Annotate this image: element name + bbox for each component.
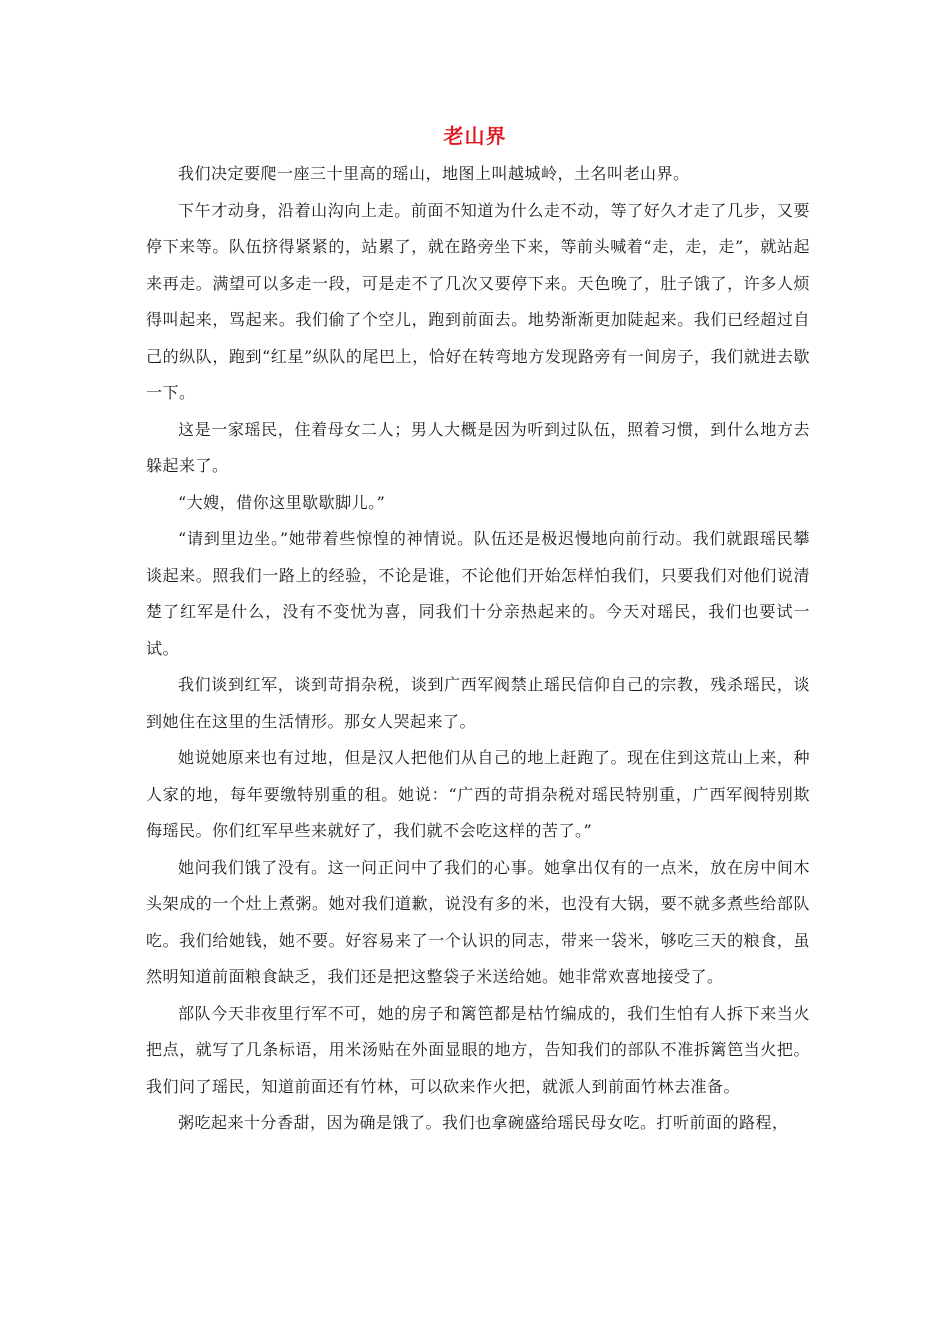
document-title: 老山界 [443,124,507,148]
paragraph: 下午才动身，沿着山沟向上走。前面不知道为什么走不动，等了好久才走了几步，又要停下来等。队伍挤得紧紧的，站累了，就在路旁坐下来，等前头喊着“走，走，走”，就站起来再走。满望可以多走一段，可是走不了几次又要停下来。天色晚了，肚子饿了，许多人烦得叫起来，骂起来。我们偷了个空儿，跑到前面去。地势渐渐更加陡起来。我们已经超过自己的纵队，跑到“红星”纵队的尾巴上，恰好在转弯地方发现路旁有一间房子，我们就进去歇一下。 [146,200,810,402]
paragraph: 粥吃起来十分香甜，因为确是饿了。我们也拿碗盛给瑶民母女吃。打听前面的路程， [178,1113,789,1132]
paragraph: 她说她原来也有过地，但是汉人把他们从自己的地上赶跑了。现在住到这荒山上来，种人家的地，每年要缴特别重的租。她说：“广西的苛捐杂税对瑶民特别重，广西军阀特别欺侮瑶民。你们红军早些来就好了，我们就不会吃这样的苦了。” [146,748,810,840]
paragraph: 部队今天非夜里行军不可，她的房子和篱笆都是枯竹编成的，我们生怕有人拆下来当火把点，就写了几条标语，用米汤贴在外面显眼的地方，告知我们的部队不准拆篱笆当火把。我们问了瑶民，知道前面还有竹林，可以砍来作火把，就派人到前面竹林去准备。 [146,1003,810,1096]
paragraph: “大嫂，借你这里歇歇脚儿。” [178,492,386,512]
document-body [146,156,810,1142]
paragraph: 我们决定要爬一座三十里高的瑶山，地图上叫越城岭，土名叫老山界。 [178,164,690,183]
paragraph: 我们谈到红军，谈到苛捐杂税，谈到广西军阀禁止瑶民信仰自己的宗教，残杀瑶民，谈到她住在这里的生活情形。那女人哭起来了。 [146,675,810,731]
paragraph: 她问我们饿了没有。这一问正问中了我们的心事。她拿出仅有的一点米，放在房中间木头架成的一个灶上煮粥。她对我们道歉，说没有多的米，也没有大锅，要不就多煮些给部队吃。我们给她钱，她不要。好容易来了一个认识的同志，带来一袋米，够吃三天的粮食，虽然明知道前面粮食缺乏，我们还是把这整袋子米送给她。她非常欢喜地接受了。 [146,857,810,986]
paragraph: “请到里边坐。”她带着些惊惶的神情说。队伍还是极迟慢地向前行动。我们就跟瑶民攀谈起来。照我们一路上的经验，不论是谁，不论他们开始怎样怕我们，只要我们对他们说清楚了红军是什么，没有不变忧为喜，同我们十分亲热起来的。今天对瑶民，我们也要试一试。 [146,529,810,658]
paragraph: 这是一家瑶民，住着母女二人；男人大概是因为听到过队伍，照着习惯，到什么地方去躲起来了。 [146,419,810,475]
